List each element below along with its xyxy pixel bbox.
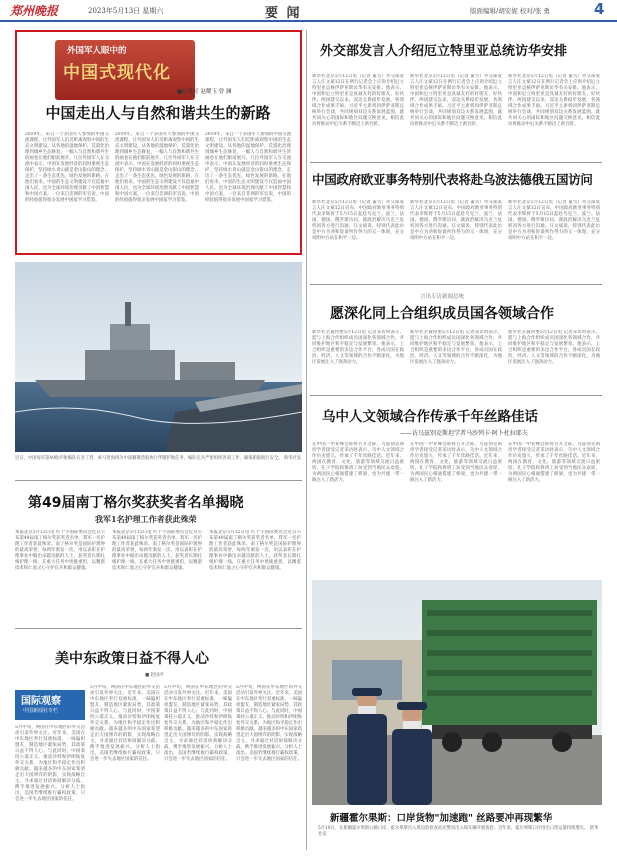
series-banner bbox=[55, 40, 195, 100]
intl-logo-subtitle: 中国新闻社专栏 bbox=[23, 708, 59, 714]
article-body-eurasia-col-3: 新华社北京5月12日电（记者 董雪）外交部发言人汪文斌12日宣布，中国政府欧亚事务特别代表李辉将于5月15日起赴乌克兰、波兰、法国、德国、俄罗斯访问，就政治解决乌克兰危机同各方进行沟通。汪文斌说，特别代表此访是中方为劝和促谈所作努力的又一体现，充分说明中方站在和平一边。 bbox=[508, 200, 600, 241]
naval-escort-image bbox=[15, 262, 302, 452]
column-divider bbox=[306, 30, 307, 850]
divider bbox=[15, 628, 302, 629]
issue-date: 2023年5月13日 星期六 bbox=[88, 7, 164, 15]
feature-headline[interactable]: 中国走出人与自然和谐共生的新路 bbox=[45, 104, 271, 122]
section-title: 要 闻 bbox=[265, 6, 302, 21]
divider bbox=[15, 480, 302, 481]
intl-observation-logo bbox=[15, 690, 85, 720]
article-body-silkroad-col-3: 在中国一中亚峰会即将召开之际，乌兹别克斯坦学者接受记者采访时表示，乌中人文领域合作历史悠久，传承了千年丝路佳话。近年来，两国在教育、文化、旅游等领域交流日益密切，孔子学院和鲁班工坊受到当地民众欢迎，为两国民心相通搭建了桥梁，也为共建一带一路注入了新活力。 bbox=[508, 442, 600, 483]
horgos-photo-caption: 5月10日，在新疆霍尔果斯公路口岸，霍尔果斯出入境边防检查站民警对出入境车辆开展查验。近年来，霍尔果斯口岸进出口货运量持续增长。 新华社发 bbox=[318, 826, 599, 837]
article-subheadline-nightingale: 我军1名护理工作者获此殊荣 bbox=[95, 514, 197, 524]
article-headline-nightingale[interactable]: 第49届南丁格尔奖获奖者名单揭晓 bbox=[28, 495, 244, 511]
horgos-port-image bbox=[312, 580, 602, 805]
article-subheadline-silkroad: ——访乌兹别克斯坦学者马沙列卡·阿卜杜拉耶夫 bbox=[400, 430, 528, 437]
divider bbox=[310, 284, 602, 285]
feature-body-col-3: 2019年，来自一个多国军人参加的中国交流课程，让外国军人们近距离观察中国的生态文明建设。从各地的湿地保护、荒漠化治理到城乡生态修复，一幅人与自然和谐共生的画卷在他们眼前展开。几位外国军人在交流中表示，中国在发展经济的同时重视生态保护，坚持绿水青山就是金山银山的理念，走出了一条生态优先、绿色发展的新路。在他们看来，中国的生态文明建设不仅造福中国人民，也为全球环境治理贡献了中国智慧和中国方案。一位来自非洲的军官说，中国的经验值得很多发展中国家学习借鉴。 bbox=[205, 132, 291, 203]
article-body-silkroad-col-1: 在中国一中亚峰会即将召开之际，乌兹别克斯坦学者接受记者采访时表示，乌中人文领域合作历史悠久，传承了千年丝路佳话。近年来，两国在教育、文化、旅游等领域交流日益密切，孔子学院和鲁班工坊受到当地民众欢迎，为两国民心相通搭建了桥梁，也为共建一带一路注入了新活力。 bbox=[312, 442, 404, 483]
horgos-port-photo[interactable] bbox=[312, 580, 602, 805]
naval-photo-caption: 近日，中国海军第49批护航编队在亚丁湾、索马里海域为中国籍散货船执行伴随护航任务，编队官兵严密组织各项工作，确保船舶航行安全。 新华社发 bbox=[15, 456, 302, 461]
article-body-sco-col-1: 新华社圣彼得堡5月12日电 记者采访时表示，愿与上海合作组织成员国深化各领域合作，共同维护地区和平稳定与发展繁荣。他表示，上合组织是重要的多边合作平台，各成员国在政治、经济、人文等领域的合作不断深化，为地区发展注入了强劲动力。 bbox=[312, 330, 404, 365]
divider bbox=[310, 395, 602, 396]
article-body-mideast-col-1: 5月中旬，两国在中东地区的外交活动引发外界关注。近年来，美国在中东地区奉行双重标准，一味偏袒盟友，制造地区紧张局势，其政策日益不得人心。与此同时，中国秉持公道正义，推动沙特和伊朗恢复外交关系，为地区和平稳定作出积极贡献。越来越多的中东国家希望走出大国博弈的阴影，实现战略自主，寻求通过对话协商解决分歧，携手推进发展振兴。分析人士指出，美国若继续推行霸权政策，只会进一步失去地区国家的信任。 bbox=[15, 725, 85, 802]
article-body-mideast-col-3: 5月中旬，两国在中东地区的外交活动引发外界关注。近年来，美国在中东地区奉行双重标准，一味偏袒盟友，制造地区紧张局势，其政策日益不得人心。与此同时，中国秉持公道正义，推动沙特和伊朗恢复外交关系，为地区和平稳定作出积极贡献。越来越多的中东国家希望走出大国博弈的阴影，实现战略自主，寻求通过对话协商解决分歧，携手推进发展振兴。分析人士指出，美国若继续推行霸权政策，只会进一步失去地区国家的信任。 bbox=[164, 685, 232, 762]
article-body-nightingale-col-3: 本报北京5月12日电 红十字国际委员会近日公布第49届南丁格尔奖获奖者名单，我军一名护理工作者获此殊荣。南丁格尔奖是国际护理界的最高荣誉，每两年颁发一次，用以表彰在护理事业中做出卓越贡献的人士。获奖者长期扎根护理一线，在重大任务中勇挑重担，以精湛技术和仁爱之心守护官兵和群众健康。 bbox=[209, 530, 301, 571]
article-byline-mideast: ■ 赵国平 bbox=[145, 673, 165, 678]
article-headline-mideast[interactable]: 美中东政策日益不得人心 bbox=[55, 651, 209, 667]
article-headline-eurasia[interactable]: 中国政府欧亚事务特别代表将赴乌波法德俄五国访问 bbox=[312, 172, 593, 187]
article-body-eurasia-col-2: 新华社北京5月12日电（记者 董雪）外交部发言人汪文斌12日宣布，中国政府欧亚事务特别代表李辉将于5月15日起赴乌克兰、波兰、法国、德国、俄罗斯访问，就政治解决乌克兰危机同各方进行沟通。汪文斌说，特别代表此访是中方为劝和促谈所作努力的又一体现，充分说明中方站在和平一边。 bbox=[410, 200, 502, 241]
article-body-silkroad-col-2: 在中国一中亚峰会即将召开之际，乌兹别克斯坦学者接受记者采访时表示，乌中人文领域合作历史悠久，传承了千年丝路佳话。近年来，两国在教育、文化、旅游等领域交流日益密切，孔子学院和鲁班工坊受到当地民众欢迎，为两国民心相通搭建了桥梁，也为共建一带一路注入了新活力。 bbox=[410, 442, 502, 483]
article-body-mideast-col-2: 5月中旬，两国在中东地区的外交活动引发外界关注。近年来，美国在中东地区奉行双重标准，一味偏袒盟友，制造地区紧张局势，其政策日益不得人心。与此同时，中国秉持公道正义，推动沙特和伊朗恢复外交关系，为地区和平稳定作出积极贡献。越来越多的中东国家希望走出大国博弈的阴影，实现战略自主，寻求通过对话协商解决分歧，携手推进发展振兴。分析人士指出，美国若继续推行霸权政策，只会进一步失去地区国家的信任。 bbox=[90, 685, 160, 762]
feature-body-col-2: 2019年，来自一个多国军人参加的中国交流课程，让外国军人们近距离观察中国的生态文明建设。从各地的湿地保护、荒漠化治理到城乡生态修复，一幅人与自然和谐共生的画卷在他们眼前展开。几位外国军人在交流中表示，中国在发展经济的同时重视生态保护，坚持绿水青山就是金山银山的理念，走出了一条生态优先、绿色发展的新路。在他们看来，中国的生态文明建设不仅造福中国人民，也为全球环境治理贡献了中国智慧和中国方案。一位来自非洲的军官说，中国的经验值得很多发展中国家学习借鉴。 bbox=[115, 132, 199, 203]
article-body-nightingale-col-2: 本报北京5月12日电 红十字国际委员会近日公布第49届南丁格尔奖获奖者名单，我军一名护理工作者获此殊荣。南丁格尔奖是国际护理界的最高荣誉，每两年颁发一次，用以表彰在护理事业中做出卓越贡献的人士。获奖者长期扎根护理一线，在重大任务中勇挑重担，以精湛技术和仁爱之心守护官兵和群众健康。 bbox=[112, 530, 202, 571]
article-body-eritrea-col-2: 新华社北京5月12日电（记者 董雪）外交部发言人汪文斌12日在例行记者会上应询介绍厄立特里亚总统伊萨亚斯访华有关安排。他表示，中国和厄立特里亚是真诚友好的好朋友、好伙伴。两国建交以来，双边关系稳步发展，各领域合作成果丰硕。习近平主席将同伊萨亚斯总统举行会谈，共同规划双边关系发展蓝图，就共同关心的国际和地区问题交换意见。相信此访将推动中厄关系不断迈上新台阶。 bbox=[410, 74, 502, 127]
article-body-eritrea-col-1: 新华社北京5月12日电（记者 董雪）外交部发言人汪文斌12日在例行记者会上应询介绍厄立特里亚总统伊萨亚斯访华有关安排。他表示，中国和厄立特里亚是真诚友好的好朋友、好伙伴。两国建交以来，双边关系稳步发展，各领域合作成果丰硕。习近平主席将同伊萨亚斯总统举行会谈，共同规划双边关系发展蓝图，就共同关心的国际和地区问题交换意见。相信此访将推动中厄关系不断迈上新台阶。 bbox=[312, 74, 404, 127]
horgos-headline[interactable]: 新疆霍尔果斯：口岸货物"加速跑" 丝路要冲再现繁华 bbox=[330, 813, 553, 824]
article-headline-sco[interactable]: 愿深化同上合组织成员国各领域合作 bbox=[330, 306, 554, 322]
divider bbox=[310, 162, 602, 163]
newspaper-logo: 郑州晚报 bbox=[10, 4, 59, 18]
series-kicker: 外国军人眼中的 bbox=[67, 46, 127, 56]
article-body-eritrea-col-3: 新华社北京5月12日电（记者 董雪）外交部发言人汪文斌12日在例行记者会上应询介绍厄立特里亚总统伊萨亚斯访华有关安排。他表示，中国和厄立特里亚是真诚友好的好朋友、好伙伴。两国建交以来，双边关系稳步发展，各领域合作成果丰硕。习近平主席将同伊萨亚斯总统举行会谈，共同规划双边关系发展蓝图，就共同关心的国际和地区问题交换意见。相信此访将推动中厄关系不断迈上新台阶。 bbox=[508, 74, 600, 127]
article-headline-eritrea[interactable]: 外交部发言人介绍厄立特里亚总统访华安排 bbox=[320, 44, 568, 59]
feature-body-col-1: 2019年，来自一个多国军人参加的中国交流课程，让外国军人们近距离观察中国的生态文明建设。从各地的湿地保护、荒漠化治理到城乡生态修复，一幅人与自然和谐共生的画卷在他们眼前展开。几位外国军人在交流中表示，中国在发展经济的同时重视生态保护，坚持绿水青山就是金山银山的理念，走出了一条生态优先、绿色发展的新路。在他们看来，中国的生态文明建设不仅造福中国人民，也为全球环境治理贡献了中国智慧和中国方案。一位来自非洲的军官说，中国的经验值得很多发展中国家学习借鉴。 bbox=[25, 132, 109, 203]
feature-article[interactable] bbox=[15, 30, 302, 255]
article-body-nightingale-col-1: 本报北京5月12日电 红十字国际委员会近日公布第49届南丁格尔奖获奖者名单，我军一名护理工作者获此殊荣。南丁格尔奖是国际护理界的最高荣誉，每两年颁发一次，用以表彰在护理事业中做出卓越贡献的人士。获奖者长期扎根护理一线，在重大任务中勇挑重担，以精湛技术和仁爱之心守护官兵和群众健康。 bbox=[15, 530, 105, 571]
editor-credits: 版面编辑/胡安妮 校对/张 勇 bbox=[470, 7, 551, 15]
article-headline-silkroad[interactable]: 乌中人文领域合作传承千年丝路佳话 bbox=[322, 409, 538, 425]
naval-escort-photo[interactable] bbox=[15, 262, 302, 452]
article-kicker-sco: 言出专访新闻总统 bbox=[420, 294, 465, 300]
page-number: 4 bbox=[594, 0, 605, 18]
article-body-mideast-col-4: 5月中旬，两国在中东地区的外交活动引发外界关注。近年来，美国在中东地区奉行双重标准，一味偏袒盟友，制造地区紧张局势，其政策日益不得人心。与此同时，中国秉持公道正义，推动沙特和伊朗恢复外交关系，为地区和平稳定作出积极贡献。越来越多的中东国家希望走出大国博弈的阴影，实现战略自主，寻求通过对话协商解决分歧，携手推进发展振兴。分析人士指出，美国若继续推行霸权政策，只会进一步失去地区国家的信任。 bbox=[236, 685, 302, 762]
series-title: 中国式现代化 bbox=[63, 63, 171, 83]
article-body-sco-col-3: 新华社圣彼得堡5月12日电 记者采访时表示，愿与上海合作组织成员国深化各领域合作，共同维护地区和平稳定与发展繁荣。他表示，上合组织是重要的多边合作平台，各成员国在政治、经济、人文等领域的合作不断深化，为地区发展注入了强劲动力。 bbox=[508, 330, 600, 365]
masthead bbox=[0, 0, 617, 22]
article-body-eurasia-col-1: 新华社北京5月12日电（记者 董雪）外交部发言人汪文斌12日宣布，中国政府欧亚事务特别代表李辉将于5月15日起赴乌克兰、波兰、法国、德国、俄罗斯访问，就政治解决乌克兰危机同各方进行沟通。汪文斌说，特别代表此访是中方为劝和促谈所作努力的又一体现，充分说明中方站在和平一边。 bbox=[312, 200, 404, 241]
feature-byline: ■赵豪亮 赵耀玉 曾 澜 bbox=[177, 89, 232, 95]
article-body-sco-col-2: 新华社圣彼得堡5月12日电 记者采访时表示，愿与上海合作组织成员国深化各领域合作，共同维护地区和平稳定与发展繁荣。他表示，上合组织是重要的多边合作平台，各成员国在政治、经济、人文等领域的合作不断深化，为地区发展注入了强劲动力。 bbox=[410, 330, 502, 365]
intl-logo-title: 国际观察 bbox=[21, 696, 61, 707]
